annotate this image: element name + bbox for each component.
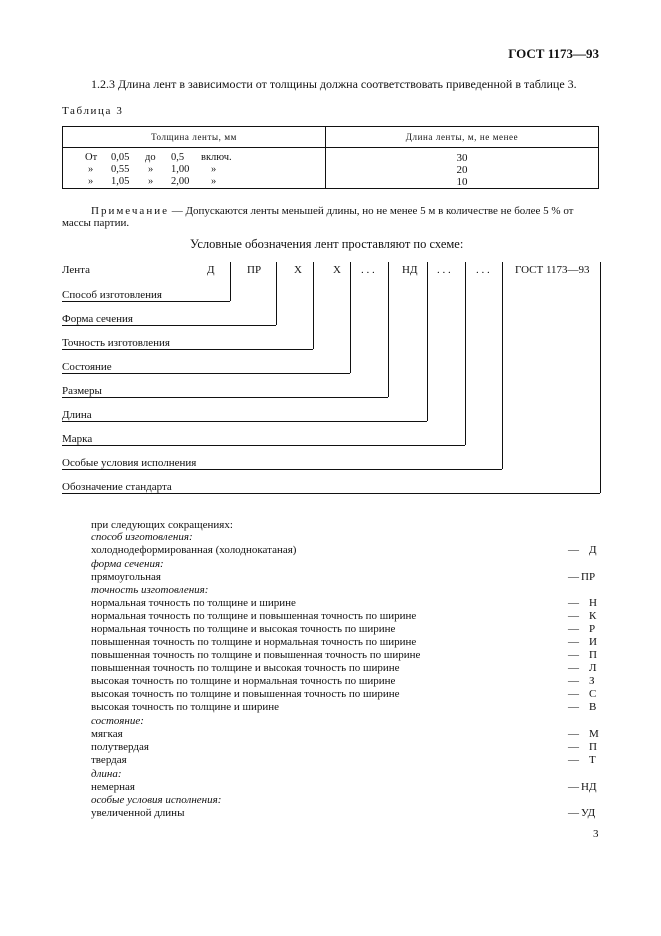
scheme-connector [230, 262, 231, 301]
list-code: Р [589, 623, 596, 635]
list-item: холоднодеформированная (холоднокатаная) [91, 544, 297, 556]
list-item: высокая точность по толщине и повышенная точность по ширине [91, 688, 400, 700]
length-value: 10 [456, 176, 468, 188]
list-code: П [589, 649, 597, 661]
range-sep: » [148, 164, 154, 175]
list-item: высокая точность по толщине и ширине [91, 701, 280, 713]
scheme-word: Лента [62, 264, 90, 276]
list-dash: — [568, 688, 579, 700]
list-code: П [589, 741, 597, 753]
list-code: З [589, 675, 595, 687]
list-dash: — [568, 610, 579, 622]
scheme-code: Х [333, 264, 341, 276]
range-sep: » [148, 176, 154, 187]
scheme-label: Размеры [62, 385, 102, 397]
scheme-code: Д [207, 264, 215, 276]
range-from: 1,05 [111, 176, 130, 187]
list-dash: — [568, 649, 579, 661]
list-code: Д [589, 544, 597, 556]
list-code: УД [581, 807, 596, 819]
scheme-underline [62, 349, 313, 350]
thickness-ranges [63, 148, 326, 189]
list-code: М [589, 728, 599, 740]
scheme-underline [62, 421, 427, 422]
range-suffix: » [211, 176, 217, 187]
scheme-connector [388, 262, 389, 397]
list-item: увеличенной длины [91, 807, 185, 819]
scheme-connector [600, 262, 601, 493]
range-prefix: » [88, 164, 94, 175]
range-suffix: включ. [201, 152, 232, 163]
scheme-label: Способ изготовления [62, 289, 162, 301]
thickness-header: Толщина ленты, мм [63, 127, 326, 148]
range-suffix: » [211, 164, 217, 175]
scheme-code: . . . [361, 264, 375, 276]
list-heading: длина: [91, 768, 122, 780]
standard-number: ГОСТ 1173—93 [508, 46, 599, 61]
scheme-label: Длина [62, 409, 92, 421]
list-heading: форма сечения: [91, 558, 164, 570]
list-code: Н [589, 597, 597, 609]
list-dash: — [568, 623, 579, 635]
scheme-code: . . . [437, 264, 451, 276]
list-item: твердая [91, 754, 127, 766]
list-dash: — [568, 807, 579, 819]
scheme-connector [502, 262, 503, 469]
range-to: 1,00 [171, 164, 190, 175]
scheme-underline [62, 325, 276, 326]
scheme-underline [62, 301, 230, 302]
scheme-label: Марка [62, 433, 93, 445]
scheme-label: Состояние [62, 361, 112, 373]
range-from: 0,05 [111, 152, 130, 163]
list-code: В [589, 701, 597, 713]
scheme-underline [62, 469, 502, 470]
list-item: полутвердая [91, 741, 149, 753]
list-dash: — [568, 741, 579, 753]
range-to: 2,00 [171, 176, 190, 187]
list-code: И [589, 636, 597, 648]
scheme-label: Обозначение стандарта [62, 481, 172, 493]
scheme-code: ГОСТ 1173—93 [515, 264, 590, 276]
list-code: Т [589, 754, 596, 766]
scheme-label: Точность изготовления [62, 337, 170, 349]
list-item: высокая точность по толщине и нормальная точность по ширине [91, 675, 396, 687]
list-dash: — [568, 675, 579, 687]
scheme-label: Форма сечения [62, 313, 133, 325]
note-label: Примечание [91, 205, 169, 217]
list-heading: точность изготовления: [91, 584, 209, 596]
list-code: К [589, 610, 597, 622]
list-dash: — [568, 571, 579, 583]
list-heading: способ изготовления: [91, 531, 193, 543]
note-continuation: массы партии. [62, 217, 130, 229]
list-item: нормальная точность по толщине и ширине [91, 597, 296, 609]
table-caption: Таблица 3 [62, 105, 124, 117]
list-item: повышенная точность по толщине и повышенная точность по ширине [91, 649, 421, 661]
scheme-code: Х [294, 264, 302, 276]
list-item: немерная [91, 781, 135, 793]
list-item: мягкая [91, 728, 123, 740]
abbreviations-intro: при следующих сокращениях: [91, 519, 233, 531]
list-dash: — [568, 728, 579, 740]
table-note [91, 205, 573, 217]
length-values [326, 148, 599, 189]
page-number: 3 [593, 828, 599, 840]
list-item: нормальная точность по толщине и повышенная точность по ширине [91, 610, 417, 622]
scheme-connector [427, 262, 428, 421]
range-prefix: От [85, 152, 98, 163]
list-code: НД [581, 781, 597, 793]
scheme-underline [62, 397, 388, 398]
list-item: нормальная точность по толщине и высокая точность по ширине [91, 623, 396, 635]
list-dash: — [568, 636, 579, 648]
list-dash: — [568, 597, 579, 609]
length-header: Длина ленты, м, не менее [326, 127, 599, 148]
scheme-title: Условные обозначения лент проставляют по схеме: [190, 237, 464, 251]
scheme-underline [62, 493, 600, 494]
list-dash: — [568, 544, 579, 556]
note-text: — Допускаются ленты меньшей длины, но не менее 5 м в количестве не более 5 % от [168, 205, 574, 217]
range-from: 0,55 [111, 164, 130, 175]
length-value: 30 [456, 152, 468, 164]
scheme-connector [276, 262, 277, 325]
list-item: повышенная точность по толщине и высокая точность по ширине [91, 662, 400, 674]
scheme-underline [62, 373, 350, 374]
range-prefix: » [88, 176, 94, 187]
list-dash: — [568, 781, 579, 793]
list-code: С [589, 688, 597, 700]
list-dash: — [568, 662, 579, 674]
list-heading: состояние: [91, 715, 144, 727]
scheme-label: Особые условия исполнения [62, 457, 197, 469]
list-dash: — [568, 754, 579, 766]
scheme-code: . . . [476, 264, 490, 276]
list-dash: — [568, 701, 579, 713]
list-code: ПР [581, 571, 596, 583]
list-code: Л [589, 662, 597, 674]
list-heading: особые условия исполнения: [91, 794, 222, 806]
scheme-connector [313, 262, 314, 349]
range-sep: до [145, 152, 156, 163]
list-item: прямоугольная [91, 571, 161, 583]
scheme-connector [465, 262, 466, 445]
length-table [62, 126, 599, 189]
scheme-code: ПР [247, 264, 262, 276]
range-to: 0,5 [171, 152, 185, 163]
clause-text: 1.2.3 Длина лент в зависимости от толщины должна соответствовать приведенной в таблице 3. [91, 77, 577, 91]
scheme-underline [62, 445, 465, 446]
list-item: повышенная точность по толщине и нормальная точность по ширине [91, 636, 417, 648]
length-value: 20 [456, 164, 468, 176]
scheme-connector [350, 262, 351, 373]
scheme-code: НД [402, 264, 418, 276]
